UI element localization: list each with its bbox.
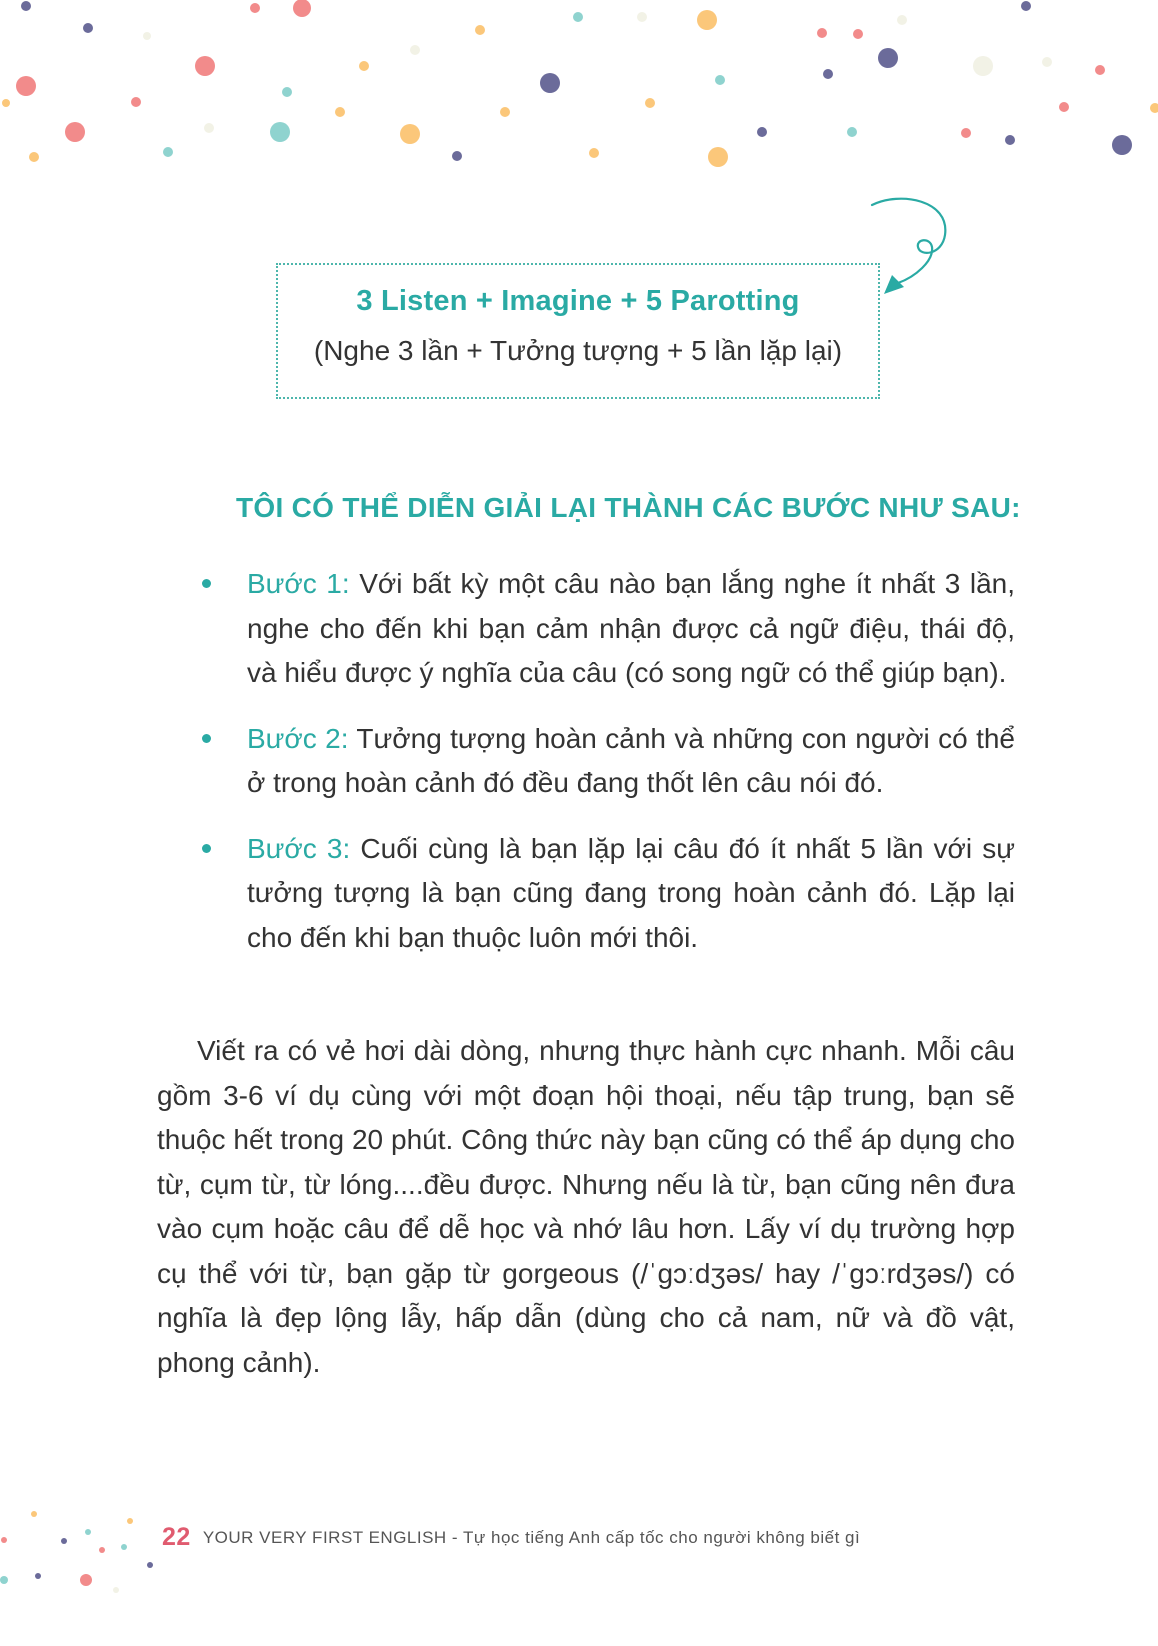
confetti-dot [29, 152, 39, 162]
confetti-dot [475, 25, 485, 35]
section-heading: TÔI CÓ THỂ DIỄN GIẢI LẠI THÀNH CÁC BƯỚC NHƯ SAU: [236, 492, 1021, 523]
formula-title: 3 Listen + Imagine + 5 Parotting [356, 285, 800, 317]
confetti-dot [83, 23, 93, 33]
confetti-dot [121, 1544, 127, 1550]
list-item [195, 827, 1015, 961]
confetti-dot [31, 1511, 37, 1517]
bullet-icon [202, 734, 211, 743]
steps-list [195, 562, 1015, 981]
confetti-dot [113, 1587, 119, 1593]
confetti-dot [853, 29, 863, 39]
confetti-dot [1112, 135, 1132, 155]
body-paragraph: Viết ra có vẻ hơi dài dòng, nhưng thực hành cực nhanh. Mỗi câu gồm 3-6 ví dụ cùng với một đoạn hội thoại, nếu tập trung, bạn sẽ thuộc hết trong 20 phút. Công thức này bạn cũng có thể áp dụng cho từ, cụm từ, từ lóng....đều được. Nhưng nếu là từ, bạn cũng nên đưa vào cụm hoặc câu để dễ học và nhớ lâu hơn. Lấy ví dụ trường hợp cụ thể với từ, bạn gặp từ gorgeous (/ˈɡɔːdʒəs/ hay /ˈɡɔːrdʒəs/) có nghĩa là đẹp lộng lẫy, hấp dẫn (dùng cho cả nam, nữ và đồ vật, phong cảnh). [157, 1035, 1015, 1378]
confetti-dot [99, 1547, 105, 1553]
confetti-dot [85, 1529, 91, 1535]
confetti-dot [270, 122, 290, 142]
confetti-dot [500, 107, 510, 117]
confetti-dot [452, 151, 462, 161]
confetti-dot [1021, 1, 1031, 11]
confetti-dot [961, 128, 971, 138]
confetti-dot [817, 28, 827, 38]
confetti-dot [757, 127, 767, 137]
formula-subtitle: (Nghe 3 lần + Tưởng tượng + 5 lần lặp lại) [313, 335, 843, 366]
confetti-dot [1095, 65, 1105, 75]
step-label: Bước 3: [247, 832, 351, 864]
step-body: Với bất kỳ một câu nào bạn lắng nghe ít nhất 3 lần, nghe cho đến khi bạn cảm nhận được cả ngữ điệu, thái độ, và hiểu được ý nghĩa của câu (có song ngữ có thể giúp bạn). [247, 568, 1015, 688]
confetti-dot [708, 147, 728, 167]
step-label: Bước 2: [247, 722, 349, 754]
confetti-dot [147, 1562, 153, 1568]
confetti-dot [16, 76, 36, 96]
step-text [247, 827, 1015, 961]
formula-box [276, 263, 880, 399]
confetti-dot [823, 69, 833, 79]
confetti-dot [697, 10, 717, 30]
confetti-dot [1005, 135, 1015, 145]
confetti-dot [195, 56, 215, 76]
confetti-dot [410, 45, 420, 55]
confetti-dot [127, 1518, 133, 1524]
list-item [195, 562, 1015, 696]
confetti-dot [589, 148, 599, 158]
confetti-dot [163, 147, 173, 157]
bullet-icon [202, 844, 211, 853]
step-body: Tưởng tượng hoàn cảnh và những con người có thể ở trong hoàn cảnh đó đều đang thốt lên câu nói đó. [247, 722, 1015, 798]
confetti-dot [250, 3, 260, 13]
confetti-dot [21, 1, 31, 11]
confetti-dot [61, 1538, 67, 1544]
confetti-dot [715, 75, 725, 85]
confetti-dot [540, 73, 560, 93]
confetti-dot [282, 87, 292, 97]
confetti-dot [637, 12, 647, 22]
confetti-dot [0, 1576, 8, 1584]
confetti-dot [293, 0, 311, 17]
page-number: 22 [162, 1523, 191, 1551]
confetti-dot [400, 124, 420, 144]
confetti-dot [645, 98, 655, 108]
confetti-dot [143, 32, 151, 40]
footer-text: YOUR VERY FIRST ENGLISH - Tự học tiếng Anh cấp tốc cho người không biết gì [202, 1528, 861, 1547]
step-text [247, 717, 1015, 806]
confetti-dot [847, 127, 857, 137]
confetti-dot [359, 61, 369, 71]
confetti-dot [131, 97, 141, 107]
confetti-dot [573, 12, 583, 22]
confetti-dot [1042, 57, 1052, 67]
confetti-dot [65, 122, 85, 142]
confetti-dot [1150, 103, 1158, 113]
step-label: Bước 1: [247, 568, 350, 599]
step-text [247, 562, 1015, 696]
confetti-dot [973, 56, 993, 76]
confetti-dot [878, 48, 898, 68]
confetti-dot [35, 1573, 41, 1579]
list-item [195, 717, 1015, 806]
curly-arrow-icon [860, 195, 970, 315]
confetti-dot [204, 123, 214, 133]
confetti-dot [897, 15, 907, 25]
page-footer [162, 1523, 860, 1552]
confetti-dot [1, 1537, 7, 1543]
confetti-dot [2, 99, 10, 107]
bullet-icon [202, 579, 211, 588]
confetti-dot [1059, 102, 1069, 112]
confetti-dot [80, 1574, 92, 1586]
step-body: Cuối cùng là bạn lặp lại câu đó ít nhất 5 lần với sự tưởng tượng là bạn cũng đang trong hoàn cảnh đó. Lặp lại cho đến khi bạn thuộc luôn mới thôi. [247, 832, 1015, 953]
confetti-dot [335, 107, 345, 117]
